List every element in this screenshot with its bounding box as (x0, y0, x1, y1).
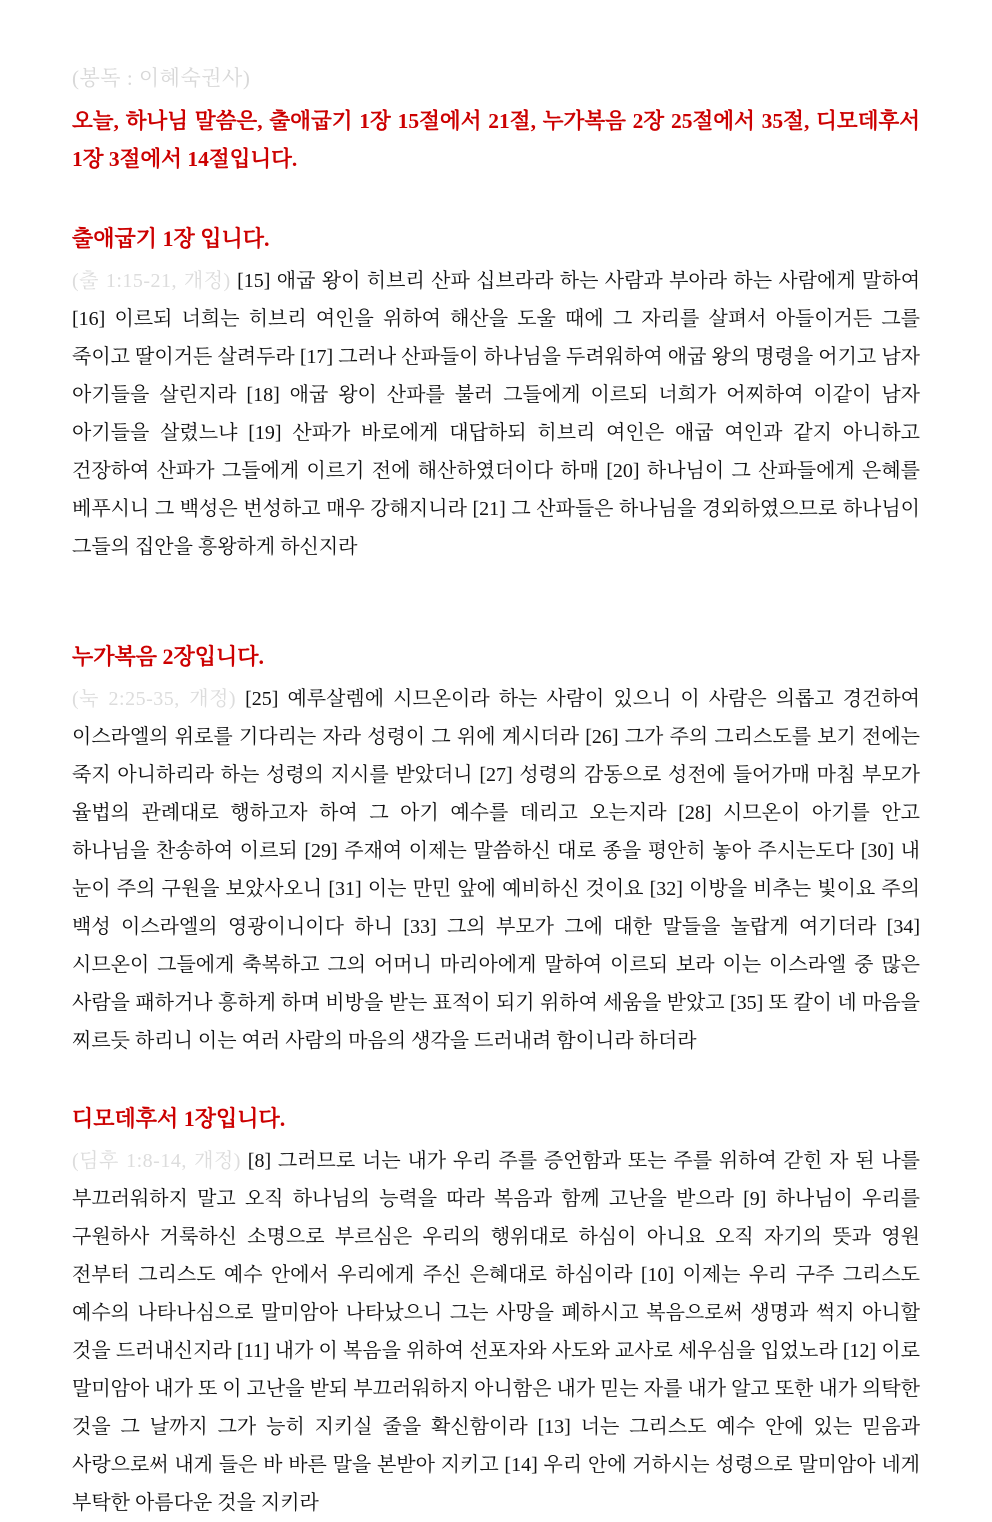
section-heading-exodus: 출애굽기 1장 입니다. (72, 226, 270, 251)
verse-text-luke: [25] 예루살렘에 시므온이라 하는 사람이 있으니 이 사람은 의롭고 경건하여 이스라엘의 위로를 기다리는 자라 성령이 그 위에 계시더라 [26] 그가 주의 그리스도를 보기 전에는 죽지 아니하리라 하는 성령의 지시를 받았더니 [27] 성령의 감동으로 성전에 들어가매 마침 부모가 율법의 관례대로 행하고자 하여 그 아기 예수를 데리고 오는지라 [28] 시므온이 아기를 안고 하나님을 찬송하여 이르되 [29] 주재여 이제는 말씀하신 대로 종을 평안히 놓아 주시는도다 [30] 내 눈이 주의 구원을 보았사오니 [31] 이는 만민 앞에 예비하신 것이요 [32] 이방을 비추는 빛이요 주의 백성 이스라엘의 영광이니이다 하니 [33] 그의 부모가 그에 대한 말들을 놀랍게 여기더라 [34] 시므온이 그들에게 축복하고 그의 어머니 마리아에게 말하여 이르되 보라 이는 이스라엘 중 많은 사람을 패하거나 흥하게 하며 비방을 받는 표적이 되기 위하여 세움을 받았고 [35] 또 칼이 네 마음을 찌르듯 하리니 이는 여러 사람의 마음의 생각을 드러내려 함이니라 하더라 (72, 688, 921, 1052)
verse-reference-exodus: (출 1:15-21, 개정) (72, 270, 231, 292)
passage-luke (72, 680, 920, 1060)
verse-text-2timothy: [8] 그러므로 너는 내가 우리 주를 증언함과 또는 주를 위하여 갇힌 자 된 나를 부끄러워하지 말고 오직 하나님의 능력을 따라 복음과 함께 고난을 받으라 [9] 하나님이 우리를 구원하사 거룩하신 소명으로 부르심은 우리의 행위대로 하심이 아니요 오직 자기의 뜻과 영원 전부터 그리스도 예수 안에서 우리에게 주신 은혜대로 하심이라 [10] 이제는 우리 구주 그리스도 예수의 나타나심으로 말미암아 나타났으니 그는 사망을 폐하시고 복음으로써 생명과 썩지 아니할 것을 드러내신지라 [11] 내가 이 복음을 위하여 선포자와 사도와 교사로 세우심을 입었노라 [12] 이로 말미암아 내가 또 이 고난을 받되 부끄러워하지 아니함은 내가 믿는 자를 내가 알고 또한 내가 의탁한 것을 그 날까지 그가 능히 지키실 줄을 확신함이라 [13] 너는 그리스도 예수 안에 있는 믿음과 사랑으로써 내게 들은 바 바른 말을 본받아 지키고 [14] 우리 안에 거하시는 성령으로 말미암아 네게 부탁한 아름다운 것을 지키라 (72, 1150, 920, 1514)
section-2timothy (72, 1102, 920, 1522)
scripture-intro: 오늘, 하나님 말씀은, 출애굽기 1장 15절에서 21절, 누가복음 2장 25절에서 35절, 디모데후서 1장 3절에서 14절입니다. (72, 109, 920, 171)
verse-reference-2timothy: (딤후 1:8-14, 개정) (72, 1150, 241, 1172)
passage-2timothy (72, 1142, 920, 1522)
reader-note: (봉독 : 이혜숙권사) (72, 66, 251, 90)
section-heading-luke: 누가복음 2장입니다. (72, 644, 265, 669)
verse-text-exodus: [15] 애굽 왕이 히브리 산파 십브라라 하는 사람과 부아라 하는 사람에게 말하여 [16] 이르되 너희는 히브리 여인을 위하여 해산을 도울 때에 그 자리를 살펴서 아들이거든 그를 죽이고 딸이거든 살려두라 [17] 그러나 산파들이 하나님을 두려워하여 애굽 왕의 명령을 어기고 남자 아기들을 살린지라 [18] 애굽 왕이 산파를 불러 그들에게 이르되 너희가 어찌하여 이같이 남자 아기들을 살렸느냐 [19] 산파가 바로에게 대답하되 히브리 여인은 애굽 여인과 같지 아니하고 건장하여 산파가 그들에게 이르기 전에 해산하였더이다 하매 [20] 하나님이 그 산파들에게 은혜를 베푸시니 그 백성은 번성하고 매우 강해지니라 [21] 그 산파들은 하나님을 경외하였으므로 하나님이 그들의 집안을 흥왕하게 하신지라 (72, 270, 921, 558)
section-exodus (72, 222, 920, 566)
verse-reference-luke: (눅 2:25-35, 개정) (72, 688, 237, 710)
section-luke (72, 640, 920, 1060)
section-heading-2timothy: 디모데후서 1장입니다. (72, 1106, 286, 1131)
passage-exodus (72, 262, 920, 566)
